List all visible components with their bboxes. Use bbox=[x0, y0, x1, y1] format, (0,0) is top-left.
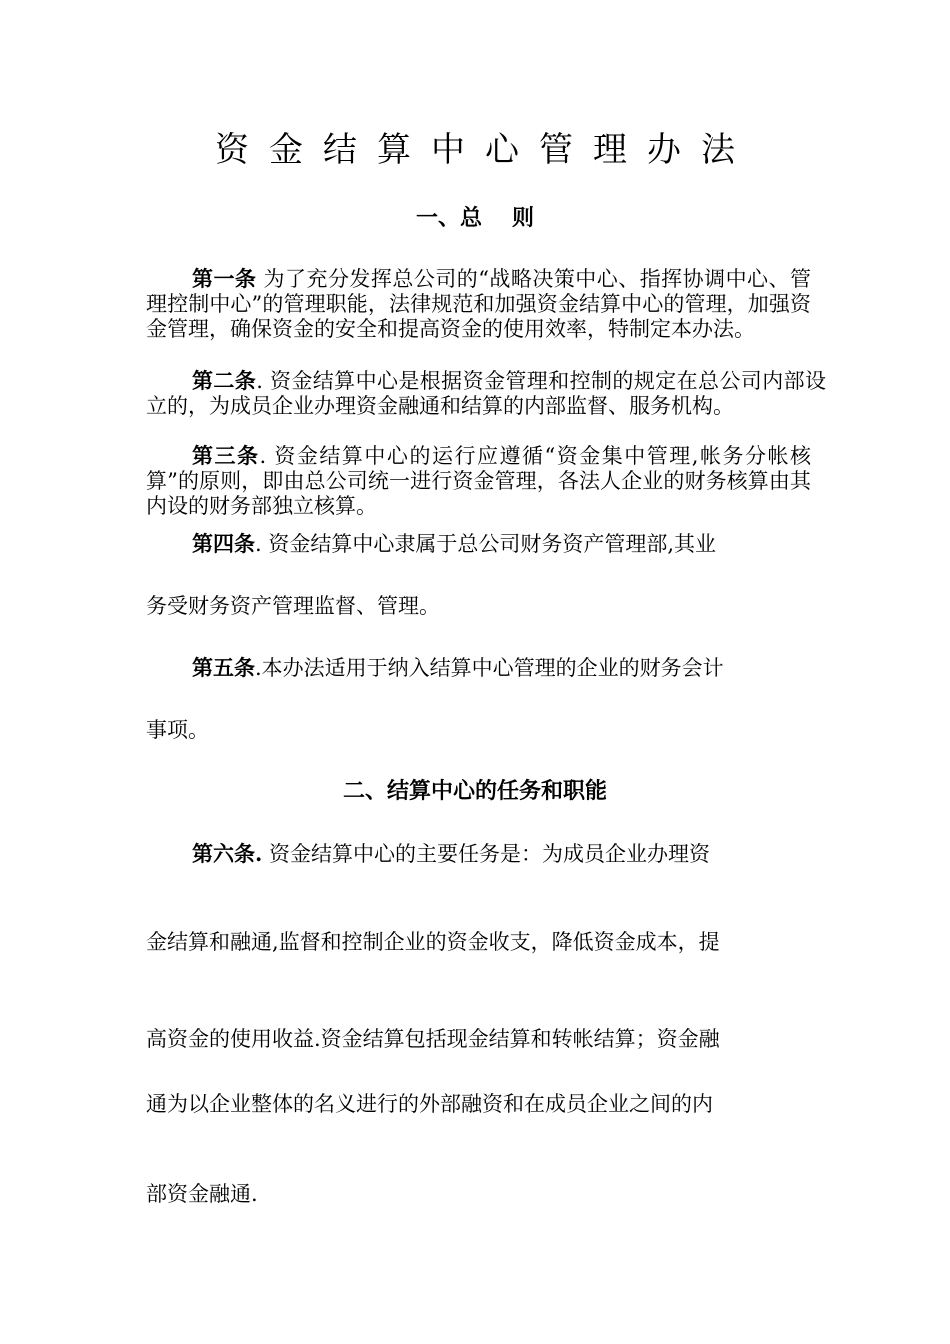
article-6-line-1 bbox=[192, 840, 710, 868]
article-5-line-2: 事项。 bbox=[146, 718, 209, 742]
article-6-label: 第六条. bbox=[192, 841, 263, 866]
document-title: 资金结算中心管理办法 bbox=[215, 130, 755, 170]
article-5-line-1 bbox=[192, 654, 724, 682]
article-6-line-3: 高资金的使用收益.资金结算包括现金结算和转帐结算；资金融 bbox=[146, 1027, 720, 1051]
article-5-text-1: .本办法适用于纳入结算中心管理的企业的财务会计 bbox=[255, 656, 724, 680]
section-heading-suffix: 则 bbox=[512, 205, 535, 231]
article-1 bbox=[146, 266, 811, 342]
article-4-line-2: 务受财务资产管理监督、管理。 bbox=[146, 594, 440, 618]
article-3 bbox=[146, 443, 811, 519]
article-6-line-4: 通为以企业整体的名义进行的外部融资和在成员企业之间的内 bbox=[146, 1092, 713, 1116]
section-heading-prefix: 一、总 bbox=[415, 205, 482, 231]
article-6-line-5: 部资金融通. bbox=[146, 1182, 258, 1206]
article-4-line-1 bbox=[192, 530, 716, 558]
article-6-text-1: 资金结算中心的主要任务是：为成员企业办理资 bbox=[262, 842, 710, 866]
article-4-label: 第四条 bbox=[192, 531, 255, 556]
article-5-label: 第五条 bbox=[192, 655, 255, 680]
article-1-label: 第一条 bbox=[192, 266, 257, 291]
article-2 bbox=[146, 368, 826, 419]
article-3-label: 第三条 bbox=[192, 443, 260, 468]
article-2-text: . 资金结算中心是根据资金管理和控制的规定在总公司内部设立的，为成员企业办理资金融通和结算的内部监督、服务机构。 bbox=[146, 369, 827, 418]
article-2-label: 第二条 bbox=[192, 368, 257, 393]
article-3-text: . 资金结算中心的运行应遵循“资金集中管理,帐务分帐核算”的原则，即由总公司统一进行资金管理，各法人企业的财务核算由其内设的财务部独立核算。 bbox=[146, 444, 812, 518]
section-heading-general bbox=[0, 202, 950, 234]
article-1-text: 为了充分发挥总公司的“战略决策中心、指挥协调中心、管理控制中心”的管理职能，法律规范和加强资金结算中心的管理，加强资金管理，确保资金的安全和提高资金的使用效率，特制定本办法。 bbox=[146, 267, 811, 341]
article-4-text-1: . 资金结算中心隶属于总公司财务资产管理部,其业 bbox=[255, 532, 717, 556]
section-heading-tasks: 二、结算中心的任务和职能 bbox=[342, 778, 607, 804]
article-6-line-2: 金结算和融通,监督和控制企业的资金收支，降低资金成本，提 bbox=[146, 930, 720, 954]
